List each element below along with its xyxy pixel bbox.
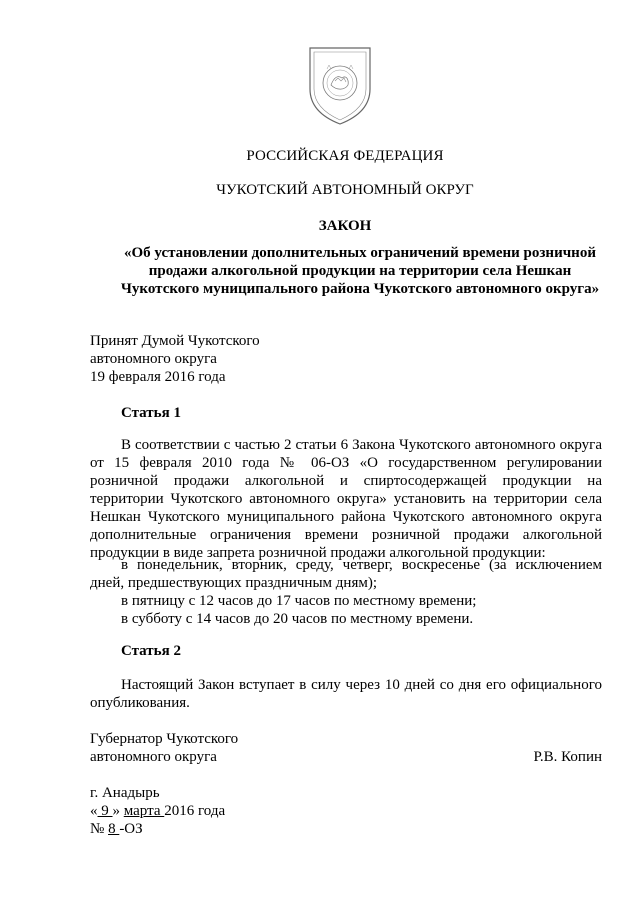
- number-prefix: №: [90, 821, 109, 837]
- article-1-item: в пятницу с 12 часов до 17 часов по местному времени;: [121, 593, 477, 609]
- article-1-item: в субботу с 14 часов до 20 часов по местному времени.: [121, 611, 474, 627]
- article-2-heading: Статья 2: [121, 643, 181, 659]
- date-close-quote: »: [112, 803, 120, 819]
- article-1-heading: Статья 1: [121, 405, 181, 421]
- signature-title-line: автономного округа: [90, 749, 217, 765]
- article-1-item: в понедельник, вторник, среду, четверг, воскресенье (за исключением дней, предшествующих праздничным дням);: [90, 557, 602, 591]
- signature-title-line: Губернатор Чукотского: [90, 731, 239, 747]
- date-day: 9: [97, 803, 113, 819]
- place-and-date: [90, 784, 390, 838]
- article-1-body: В соответствии с частью 2 статьи 6 Закона Чукотского автономного округа от 15 февраля 2010 года № 06-ОЗ «О государственном регулировании розничной продажи алкогольной и спиртосодержащей продукции на территории Чукотского автономного округа» установить на территории села Нешкан Чукотского муниципального района Чукотского автономного округа дополнительные ограничения времени розничной продажи алкогольной продукции в виде запрета розничной продажи алкогольной продукции:: [90, 437, 602, 561]
- date-open-quote: «: [90, 803, 98, 819]
- adoption-info: [90, 332, 390, 386]
- date-year: 2016 года: [164, 803, 226, 819]
- signing-date: [90, 802, 390, 820]
- number-suffix: -ОЗ: [119, 821, 143, 837]
- document-type-heading: ЗАКОН: [318, 218, 372, 234]
- adoption-line: автономного округа: [90, 351, 217, 367]
- adoption-date: 19 февраля 2016 года: [90, 369, 226, 385]
- article-2-body: Настоящий Закон вступает в силу через 10 дней со дня его официального опубликования.: [90, 677, 602, 711]
- number-value: 8: [108, 821, 120, 837]
- law-title: «Об установлении дополнительных ограничений времени розничной продажи алкогольной продукции на территории села Нешкан Чукотского муниципального района Чукотского автономного округа»: [120, 245, 600, 297]
- country-heading: РОССИЙСКАЯ ФЕДЕРАЦИЯ: [246, 148, 444, 164]
- city: г. Анадырь: [90, 785, 160, 801]
- adoption-line: Принят Думой Чукотского: [90, 333, 260, 349]
- signature-title: [90, 730, 390, 766]
- coat-of-arms-emblem: [307, 45, 373, 127]
- law-number: [90, 820, 390, 838]
- date-month: марта: [123, 803, 165, 819]
- region-heading: ЧУКОТСКИЙ АВТОНОМНЫЙ ОКРУГ: [216, 182, 474, 198]
- signatory-name: Р.В. Копин: [533, 749, 602, 765]
